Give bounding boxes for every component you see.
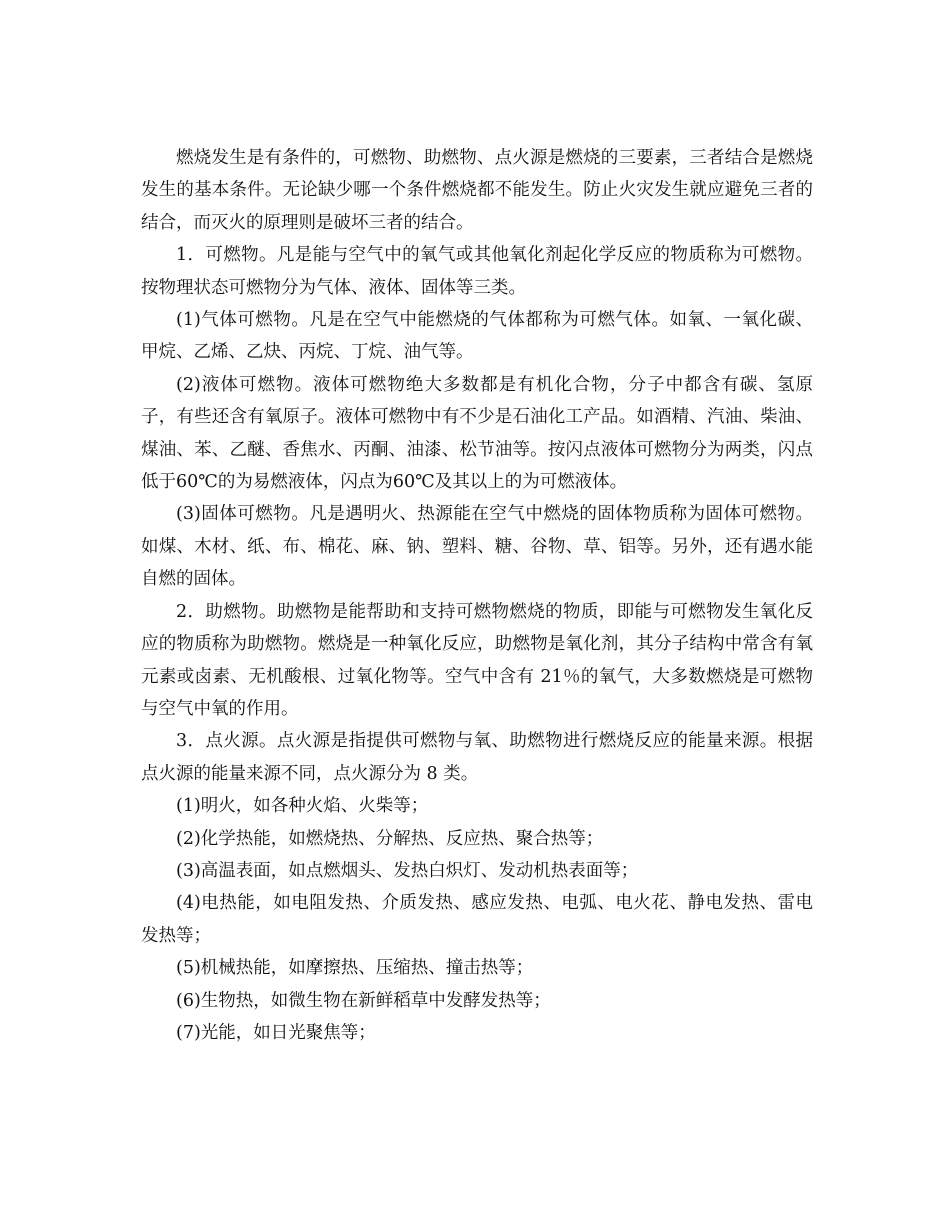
paragraph-oxidizer: 2．助燃物。助燃物是能帮助和支持可燃物燃烧的物质，即能与可燃物发生氧化反应的物质称为助燃物。燃烧是一种氧化反应，助燃物是氧化剂，其分子结构中常含有氧元素或卤素、无机酸根、过氧化物等。空气中含有 21％的氧气，大多数燃烧是可燃物与空气中氧的作用。 (141, 601, 813, 719)
list-item-mechanical-heat: (5)机械热能，如摩擦热、压缩热、撞击热等； (176, 958, 534, 979)
paragraph-gas-combustible: (1)气体可燃物。凡是在空气中能燃烧的气体都称为可燃气体。如氧、一氧化碳、甲烷、乙烯、乙炔、丙烷、丁烷、油气等。 (141, 310, 813, 363)
list-item-biological-heat: (6)生物热，如微生物在新鲜稻草中发酵发热等； (176, 990, 551, 1011)
list-item-electrical-heat: (4)电热能，如电阻发热、介质发热、感应发热、电弧、电火花、静电发热、雷电发热等； (141, 893, 813, 946)
list-item-chemical-heat: (2)化学热能，如燃烧热、分解热、反应热、聚合热等； (176, 828, 604, 849)
list-item-hot-surface: (3)高温表面，如点燃烟头、发热白炽灯、发动机热表面等； (176, 860, 639, 881)
paragraph-ignition-source: 3．点火源。点火源是指提供可燃物与氧、助燃物进行燃烧反应的能量来源。根据点火源的能量来源不同，点火源分为 8 类。 (141, 731, 813, 784)
list-item-light-energy: (7)光能，如日光聚焦等； (176, 1022, 376, 1043)
document-body (141, 142, 813, 1049)
paragraph-intro: 燃烧发生是有条件的，可燃物、助燃物、点火源是燃烧的三要素，三者结合是燃烧发生的基本条件。无论缺少哪一个条件燃烧都不能发生。防止火灾发生就应避免三者的结合，而灭火的原理则是破坏三者的结合。 (141, 148, 813, 233)
paragraph-liquid-combustible: (2)液体可燃物。液体可燃物绝大多数都是有机化合物，分子中都含有碳、氢原子，有些还含有氧原子。液体可燃物中有不少是石油化工产品。如酒精、汽油、柴油、煤油、苯、乙醚、香焦水、丙酮、油漆、松节油等。按闪点液体可燃物分为两类，闪点低于60℃的为易燃液体，闪点为60℃及其以上的为可燃液体。 (141, 374, 813, 493)
paragraph-solid-combustible: (3)固体可燃物。凡是遇明火、热源能在空气中燃烧的固体物质称为固体可燃物。如煤、木材、纸、布、棉花、麻、钠、塑料、糖、谷物、草、铝等。另外，还有遇水能自燃的固体。 (141, 504, 813, 590)
paragraph-combustible: 1．可燃物。凡是能与空气中的氧气或其他氧化剂起化学反应的物质称为可燃物。按物理状态可燃物分为气体、液体、固体等三类。 (141, 245, 813, 298)
list-item-open-flame: (1)明火，如各种火焰、火柴等； (176, 796, 429, 817)
